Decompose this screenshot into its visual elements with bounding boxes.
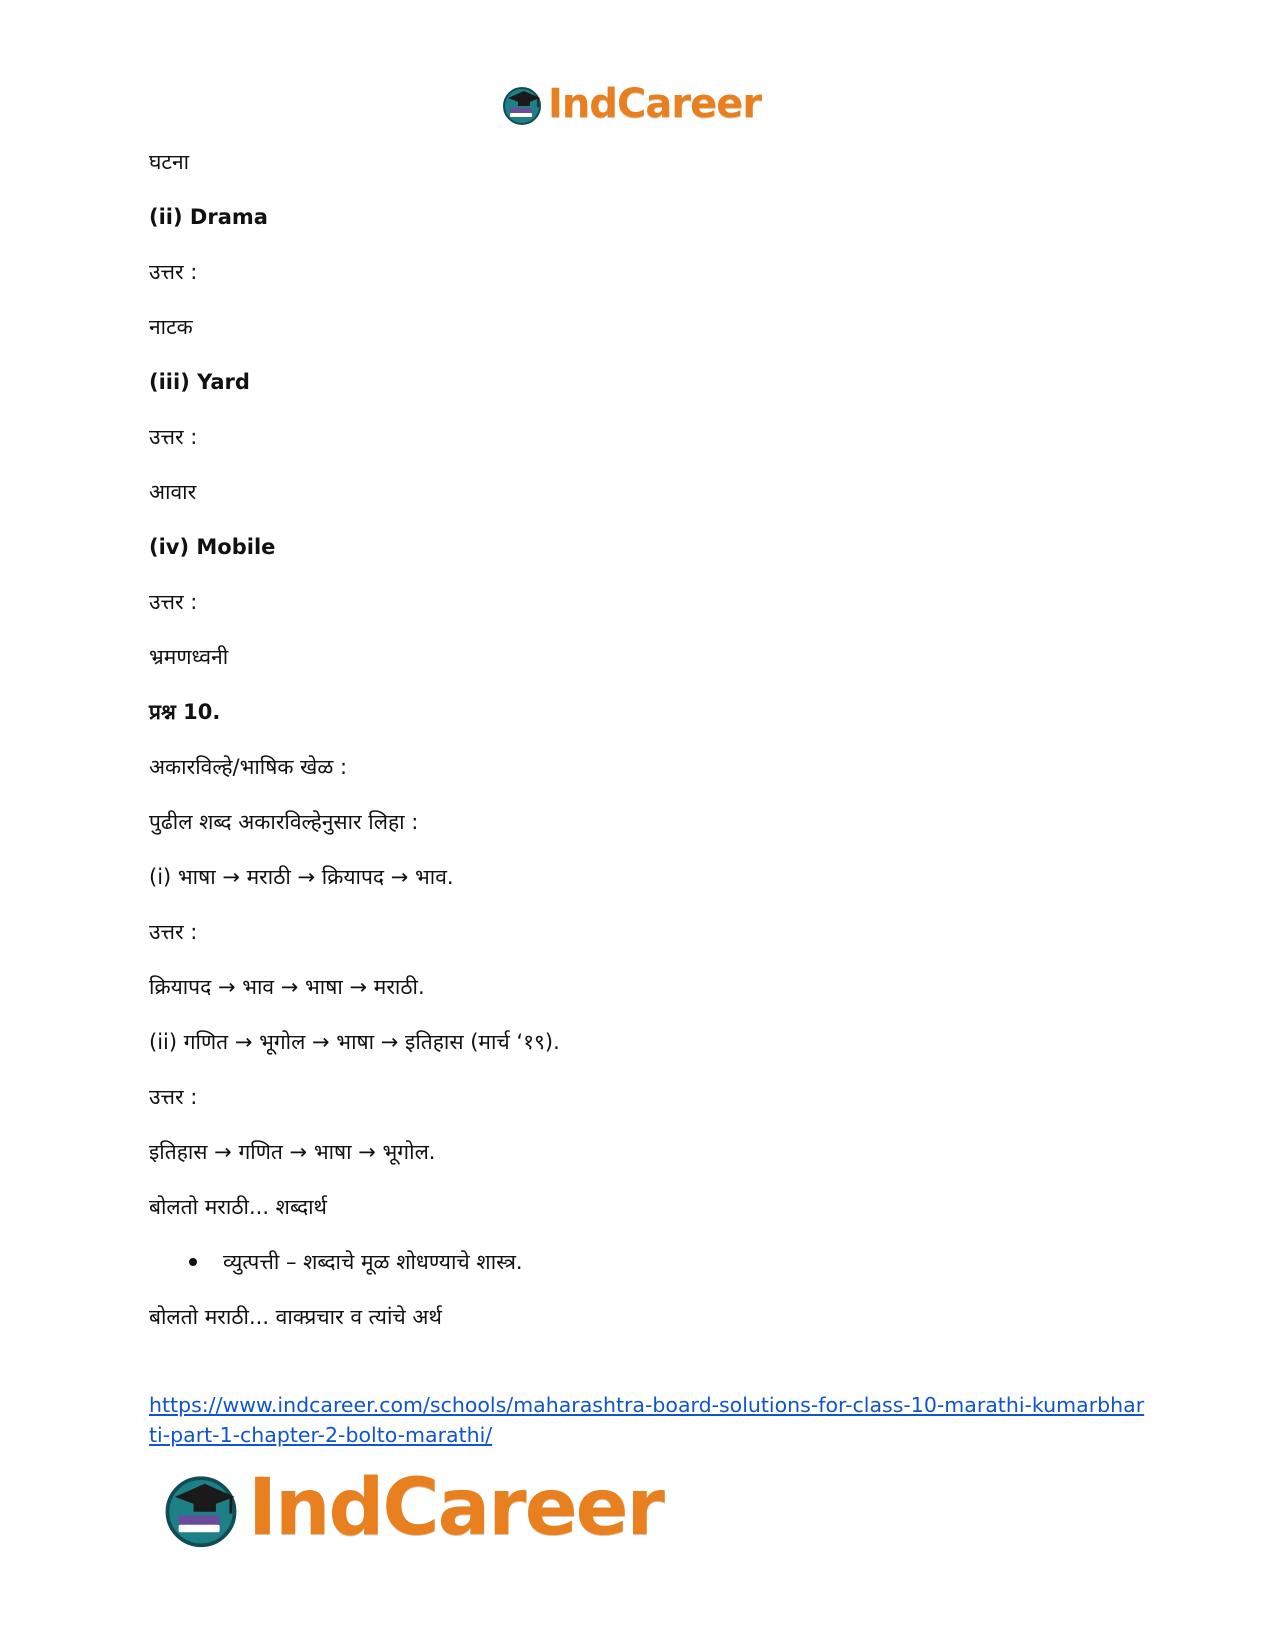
graduation-globe-icon: [160, 1467, 242, 1549]
indcareer-logo-bottom: [160, 1462, 663, 1554]
text-line: घटना: [149, 150, 190, 174]
answer-label: उत्तर :: [149, 1085, 198, 1109]
bullet-text: व्युत्पत्ती – शब्दाचे मूळ शोधण्याचे शास्त्र.: [223, 1250, 523, 1274]
question-heading: (iv) Mobile: [149, 535, 276, 559]
question-text: (ii) गणित → भूगोल → भाषा → इतिहास (मार्च ‘१९).: [149, 1030, 560, 1054]
answer-text: भ्रमणध्वनी: [149, 645, 229, 669]
section-title: अकारविल्हे/भाषिक खेळ :: [149, 755, 348, 779]
bullet-icon: [189, 1258, 197, 1266]
section-title: बोलतो मराठी... शब्दार्थ: [149, 1195, 327, 1219]
question-heading: (iii) Yard: [149, 370, 250, 394]
answer-label: उत्तर :: [149, 260, 198, 284]
question-text: (i) भाषा → मराठी → क्रियापद → भाव.: [149, 865, 454, 889]
logo-text: IndCareer: [548, 81, 762, 127]
graduation-globe-icon: [500, 82, 544, 126]
answer-label: उत्तर :: [149, 425, 198, 449]
answer-text: आवार: [149, 480, 197, 504]
source-link[interactable]: https://www.indcareer.com/schools/maharashtra-board-solutions-for-class-10-marathi-kumarbharti-part-1-chapter-2-bolto-marathi/: [149, 1393, 1145, 1447]
section-title: बोलतो मराठी... वाक्प्रचार व त्यांचे अर्थ: [149, 1305, 442, 1329]
indcareer-logo-top: [500, 78, 761, 130]
instruction-text: पुढील शब्द अकारविल्हेनुसार लिहा :: [149, 810, 419, 834]
answer-text: क्रियापद → भाव → भाषा → मराठी.: [149, 975, 425, 999]
answer-label: उत्तर :: [149, 590, 198, 614]
document-body: [149, 148, 1129, 1358]
answer-text: इतिहास → गणित → भाषा → भूगोल.: [149, 1140, 436, 1164]
question-number: प्रश्न 10.: [149, 700, 221, 724]
logo-text: IndCareer: [248, 1463, 663, 1553]
question-heading: (ii) Drama: [149, 205, 268, 229]
answer-label: उत्तर :: [149, 920, 198, 944]
bullet-item: [149, 1248, 1129, 1276]
answer-text: नाटक: [149, 315, 193, 339]
